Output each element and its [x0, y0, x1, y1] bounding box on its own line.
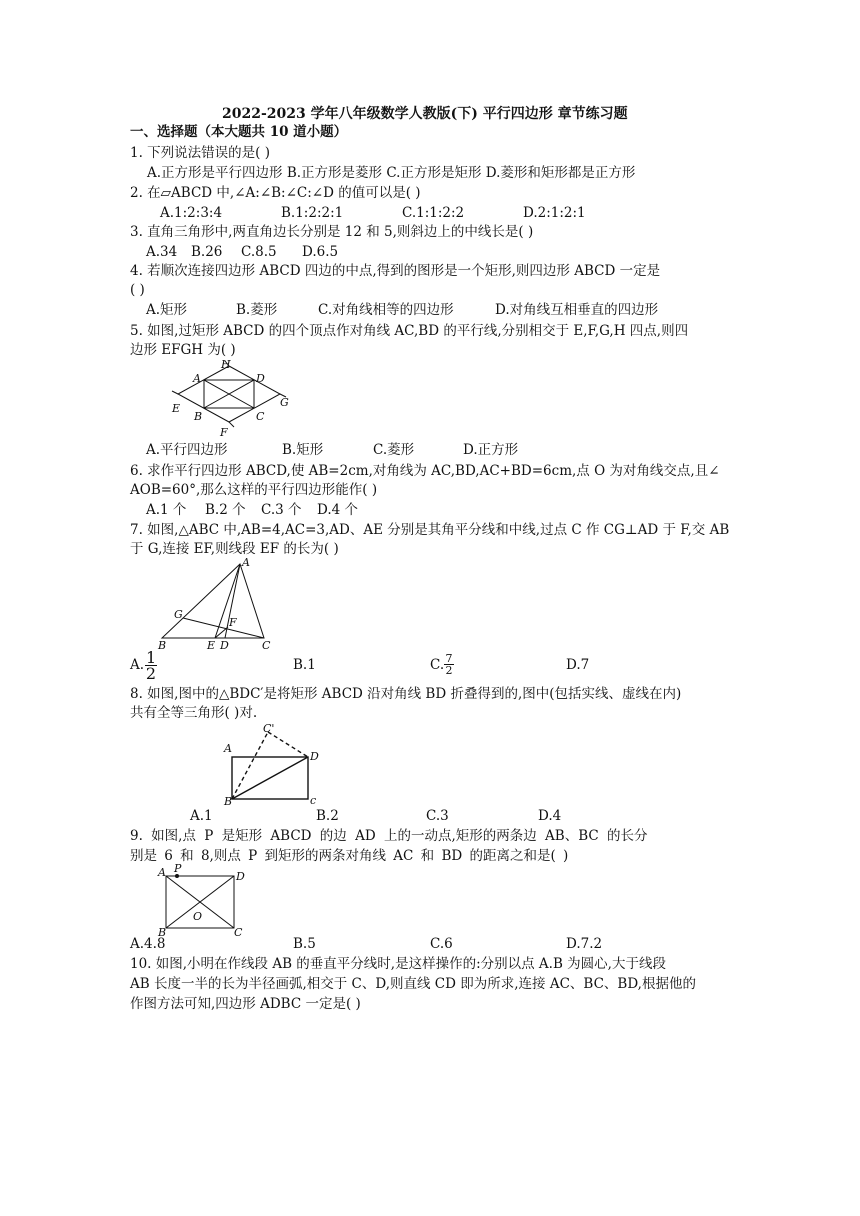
q9-figure [156, 862, 246, 939]
q7-option-b: B.1 [293, 657, 316, 673]
q9-option-b: B.5 [293, 936, 316, 952]
q9-label-c: C [234, 926, 243, 939]
q7-option-a-denominator: 2 [145, 664, 157, 683]
q9-option-c: C.6 [430, 936, 453, 952]
q5-label-h: H [221, 358, 231, 371]
q8-stem-line1: 8. 如图,图中的△BDC′是将矩形 ABCD 沿对角线 BD 折叠得到的,图中(包括实线、虚线在内) [130, 686, 682, 702]
q7-option-d: D.7 [566, 657, 590, 673]
q3-option-b: B.26 [191, 244, 223, 260]
q9-label-b: B [158, 926, 167, 939]
q7-triangle-abc [162, 564, 264, 638]
q6-stem-line2: AOB=60°,那么这样的平行四边形能作( ) [130, 482, 378, 498]
q6-option-a: A.1 个 [146, 502, 187, 518]
q7-option-a-fraction [145, 650, 157, 681]
q7-label-g: G [174, 608, 183, 621]
q5-label-g: G [280, 396, 289, 409]
q8-option-a: A.1 [190, 808, 213, 824]
q9-option-a: A.4.8 [130, 936, 166, 952]
q9-label-o: O [193, 910, 203, 923]
q8-label-b: B [224, 795, 233, 808]
q6-stem-line1: 6. 求作平行四边形 ABCD,使 AB=2cm,对角线为 AC,BD,AC+BD=6cm,点 O 为对角线交点,且∠ [130, 463, 720, 479]
q9-label-d: D [236, 870, 245, 883]
q7-option-c-denominator: 2 [445, 664, 453, 677]
q3-stem: 3. 直角三角形中,两直角边长分别是 12 和 5,则斜边上的中线长是( ) [130, 224, 534, 240]
q4-option-c: C.对角线相等的四边形 [318, 302, 454, 318]
q8-label-d: D [310, 750, 319, 763]
q5-option-b: B.矩形 [282, 442, 324, 458]
q4-stem-line1: 4. 若顺次连接四边形 ABCD 四边的中点,得到的图形是一个矩形,则四边形 ABCD 一定是 [130, 263, 661, 279]
q7-label-c: C [262, 639, 271, 652]
q2-option-c: C.1:1:2:2 [402, 205, 465, 221]
q5-stem-line2: 边形 EFGH 为( ) [130, 342, 236, 358]
q5-figure [164, 358, 294, 438]
q5-label-c: C [256, 410, 265, 423]
q5-option-c: C.菱形 [373, 442, 415, 458]
q8-option-b: B.2 [316, 808, 339, 824]
q7-label-f: F [229, 616, 237, 629]
q3-option-d: D.6.5 [302, 244, 339, 260]
q7-figure [152, 556, 282, 652]
q5-option-d: D.正方形 [463, 442, 519, 458]
q9-label-p: P [174, 862, 182, 875]
page-title: 2022-2023 学年八年级数学人教版(下) 平行四边形 章节练习题 [222, 106, 628, 122]
q9-stem-line2: 别是 6 和 8,则点 P 到矩形的两条对角线 AC 和 BD 的距离之和是( ) [130, 848, 569, 864]
q10-stem-line1: 10. 如图,小明在作线段 AB 的垂直平分线时,是这样操作的:分别以点 A.B 为圆心,大于线段 [130, 956, 666, 972]
q2-option-d: D.2:1:2:1 [523, 205, 586, 221]
q4-option-a: A.矩形 [146, 302, 188, 318]
q8-option-c: C.3 [426, 808, 449, 824]
q5-label-e: E [172, 402, 181, 415]
q8-figure [222, 722, 332, 808]
q8-fold-c2d [268, 732, 308, 757]
q8-label-c: c [310, 794, 317, 807]
q4-stem-line2: ( ) [130, 282, 145, 298]
q8-label-c-prime: C' [263, 722, 275, 735]
q5-label-f: F [220, 426, 228, 439]
q8-label-a: A [224, 742, 232, 755]
q10-stem-line2: AB 长度一半的长为半径画弧,相交于 C、D,则直线 CD 即为所求,连接 AC、BC、BD,根据他的 [130, 976, 696, 992]
q3-option-a: A.34 [146, 244, 178, 260]
q6-option-d: D.4 个 [317, 502, 359, 518]
q7-label-b: B [158, 639, 167, 652]
q7-label-e: E [207, 639, 216, 652]
q3-option-c: C.8.5 [241, 244, 277, 260]
q8-stem-line2: 共有全等三角形( )对. [130, 705, 258, 721]
q7-segment-cg [183, 618, 264, 638]
q2-option-a: A.1:2:3:4 [160, 205, 223, 221]
q1-stem: 1. 下列说法错误的是( ) [130, 145, 270, 161]
q7-stem-line1: 7. 如图,△ABC 中,AB=4,AC=3,AD、AE 分别是其角平分线和中线,过点 C 作 CG⊥AD 于 F,交 AB [130, 522, 730, 538]
q7-option-c-prefix: C. [430, 657, 445, 673]
q9-option-d: D.7.2 [566, 936, 603, 952]
q6-option-b: B.2 个 [205, 502, 246, 518]
q5-stem-line1: 5. 如图,过矩形 ABCD 的四个顶点作对角线 AC,BD 的平行线,分别相交于 E,F,G,H 四点,则四 [130, 323, 689, 339]
q9-stem-line1: 9. 如图,点 P 是矩形 ABCD 的边 AD 上的一动点,矩形的两条边 AB、BC 的长分 [130, 828, 648, 844]
q2-option-b: B.1:2:2:1 [281, 205, 344, 221]
q4-option-b: B.菱形 [236, 302, 278, 318]
section-heading: 一、选择题（本大题共 10 道小题） [130, 124, 348, 140]
q2-stem: 2. 在▱ABCD 中,∠A:∠B:∠C:∠D 的值可以是( ) [130, 185, 421, 201]
q5-label-d: D [256, 372, 265, 385]
q7-option-a-prefix: A. [130, 657, 145, 673]
q5-label-b: B [194, 410, 203, 423]
q7-label-a: A [242, 556, 250, 569]
q1-options: A.正方形是平行四边形 B.正方形是菱形 C.正方形是矩形 D.菱形和矩形都是正方形 [147, 165, 636, 181]
q7-option-a-numerator: 1 [146, 648, 157, 667]
q7-stem-line2: 于 G,连接 EF,则线段 EF 的长为( ) [130, 541, 339, 557]
q7-option-c-numerator: 7 [445, 652, 453, 665]
q5-label-a: A [193, 372, 201, 385]
q5-option-a: A.平行四边形 [146, 442, 228, 458]
q4-option-d: D.对角线互相垂直的四边形 [495, 302, 659, 318]
q7-label-d: D [220, 639, 229, 652]
q6-option-c: C.3 个 [261, 502, 302, 518]
q9-label-a: A [158, 866, 166, 879]
q7-option-c-fraction [444, 653, 454, 676]
q8-option-d: D.4 [538, 808, 562, 824]
q10-stem-line3: 作图方法可知,四边形 ADBC 一定是( ) [130, 996, 361, 1012]
